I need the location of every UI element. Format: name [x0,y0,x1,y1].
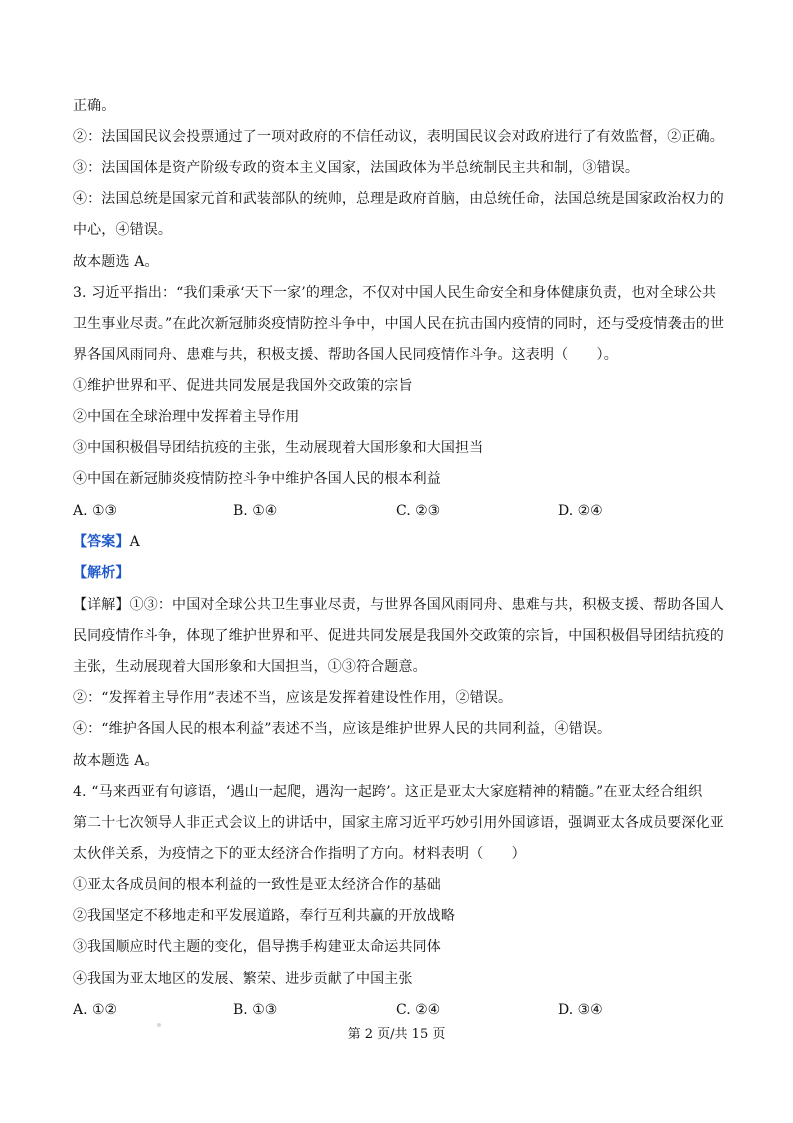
page-number: 第 2 页/共 15 页 [347,1027,446,1042]
prev-line: ④：法国总统是国家元首和武装部队的统帅，总理是政府首脑，由总统任命，法国总统是国家政治权力的 [73,191,724,207]
detail-tag: 【详解】 [73,597,130,613]
q3-conclusion: 故本题选 A。 [73,753,159,769]
q4-stem-line: 太伙伴关系，为疫情之下的亚太经济合作指明了方向。材料表明（ ） [73,846,526,862]
q3-option-c: C. ②③ [396,503,441,519]
q3-option-a: A. ①③ [73,503,118,519]
prev-line: 正确。 [73,98,116,114]
q4-item: ④我国为亚太地区的发展、繁荣、进步贡献了中国主张 [73,971,413,987]
q4-stem-line: 4. “马来西亚有句谚语，‘遇山一起爬，遇沟一起跨’。这正是亚太大家庭精神的精髓。”在亚太经合组织 [73,784,703,800]
q3-stem-line: 界各国风雨同舟、患难与共，积极支援、帮助各国人民同疫情作斗争。这表明（ ）。 [73,347,618,363]
q4-option-a: A. ①② [73,1002,118,1018]
q4-stem-line: 第二十七次领导人非正式会议上的讲话中，国家主席习近平巧妙引用外国谚语，强调亚太各成员要深化亚 [73,815,724,831]
q3-detail-row [73,596,724,614]
q3-detail-line: 主张，生动展现着大国形象和大国担当，①③符合题意。 [73,659,427,675]
analysis-tag: 【解析】 [73,565,130,581]
q3-stem-line: 卫生事业尽责。”在此次新冠肺炎疫情防控斗争中，中国人民在抗击国内疫情的同时，还与受疫情袭击的世 [73,316,725,332]
q3-option-b: B. ①④ [233,503,278,519]
q3-option-d: D. ②④ [558,503,603,519]
q3-detail-line: ②：“发挥着主导作用”表述不当，应该是发挥着建设性作用，②错误。 [73,690,513,706]
q3-item: ②中国在全球治理中发挥着主导作用 [73,409,300,425]
q4-option-c: C. ②④ [396,1002,441,1018]
q4-item: ③我国顺应时代主题的变化，倡导携手构建亚太命运共同体 [73,939,441,955]
q3-analysis-row [73,564,130,582]
q3-detail-line: ④：“维护各国人民的根本利益”表述不当，应该是维护世界人民的共同利益，④错误。 [73,721,612,737]
q4-option-b: B. ①③ [233,1002,278,1018]
prev-line: 中心，④错误。 [73,222,173,238]
q3-item: ①维护世界和平、促进共同发展是我国外交政策的宗旨 [73,378,413,394]
q4-item: ①亚太各成员间的根本利益的一致性是亚太经济合作的基础 [73,877,441,893]
q4-option-d: D. ③④ [558,1002,603,1018]
q3-item: ④中国在新冠肺炎疫情防控斗争中维护各国人民的根本利益 [73,471,441,487]
prev-line: ③：法国国体是资产阶级专政的资本主义国家，法国政体为半总统制民主共和制，③错误。 [73,160,639,176]
q3-item: ③中国积极倡导团结抗疫的主张，生动展现着大国形象和大国担当 [73,440,484,456]
q3-answer-row [73,533,140,551]
q4-item: ②我国坚定不移地走和平发展道路，奉行互利共赢的开放战略 [73,908,456,924]
answer-tag: 【答案】 [73,534,130,550]
prev-line: ②：法国国民议会投票通过了一项对政府的不信任动议，表明国民议会对政府进行了有效监督，②正确。 [73,129,724,145]
prev-conclusion: 故本题选 A。 [73,254,159,270]
detail-text: ①③：中国对全球公共卫生事业尽责，与世界各国风雨同舟、患难与共，积极支援、帮助各国人 [129,597,724,613]
answer-value: A [129,534,140,550]
q3-stem-line: 3. 习近平指出：“我们秉承‘天下一家’的理念，不仅对中国人民生命安全和身体健康负责，也对全球公共 [73,285,717,301]
q3-detail-line: 民同疫情作斗争，体现了维护世界和平、促进共同发展是我国外交政策的宗旨，中国积极倡导团结抗疫的 [73,628,724,644]
